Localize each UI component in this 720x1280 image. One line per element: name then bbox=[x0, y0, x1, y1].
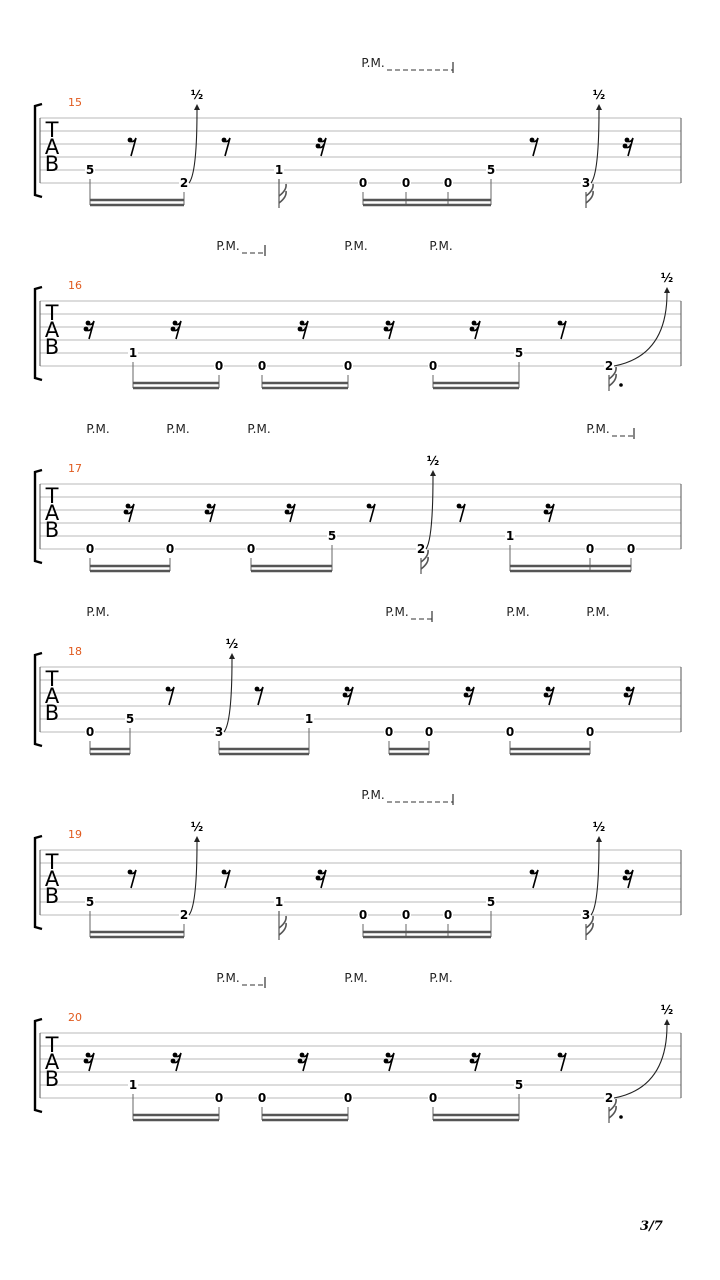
fret-number: 0 bbox=[358, 176, 368, 190]
bend-amount-label: ½ bbox=[592, 88, 606, 102]
sixteenth-rest bbox=[464, 687, 474, 705]
bend-marking bbox=[614, 271, 673, 366]
tab-clef-a: A bbox=[44, 318, 60, 342]
tab-system-17 bbox=[35, 422, 681, 574]
sixteenth-rest bbox=[316, 870, 326, 888]
fret-number: 5 bbox=[486, 895, 496, 909]
sixteenth-rest bbox=[624, 687, 634, 705]
palm-mute-label: P.M. bbox=[216, 971, 240, 985]
fret-number: 0 bbox=[85, 725, 95, 739]
eighth-rest bbox=[255, 687, 263, 705]
sixteenth-rest bbox=[298, 1053, 308, 1071]
fret-number: 0 bbox=[626, 542, 636, 556]
dot bbox=[619, 383, 623, 387]
sixteenth-rest bbox=[470, 321, 480, 339]
bend-amount-label: ½ bbox=[190, 820, 204, 834]
fret-number: 0 bbox=[585, 725, 595, 739]
palm-mute-label: P.M. bbox=[86, 605, 110, 619]
fret-number: 5 bbox=[514, 346, 524, 360]
tab-system-19 bbox=[35, 788, 681, 940]
tab-clef-b: B bbox=[44, 335, 60, 359]
fret-number: 1 bbox=[274, 895, 284, 909]
sixteenth-rest bbox=[285, 504, 295, 522]
fret-number: 2 bbox=[179, 908, 189, 922]
bend-amount-label: ½ bbox=[426, 454, 440, 468]
fret-number: 1 bbox=[128, 1078, 138, 1092]
bend-marking bbox=[614, 1003, 673, 1098]
sixteenth-rest bbox=[384, 321, 394, 339]
fret-number: 1 bbox=[128, 346, 138, 360]
sixteenth-rest bbox=[171, 321, 181, 339]
sixteenth-rest bbox=[124, 504, 134, 522]
measure-number: 15 bbox=[68, 96, 82, 109]
palm-mute-label: P.M. bbox=[506, 605, 530, 619]
measure-number: 19 bbox=[68, 828, 82, 841]
bend-amount-label: ½ bbox=[225, 637, 239, 651]
tab-clef-b: B bbox=[44, 884, 60, 908]
sixteenth-rest bbox=[343, 687, 353, 705]
dot bbox=[619, 1115, 623, 1119]
measure-number: 17 bbox=[68, 462, 82, 475]
tab-system-20 bbox=[35, 971, 681, 1123]
tab-clef-b: B bbox=[44, 1067, 60, 1091]
fret-number: 2 bbox=[179, 176, 189, 190]
bend-marking bbox=[224, 637, 238, 732]
fret-number: 0 bbox=[165, 542, 175, 556]
palm-mute-label: P.M. bbox=[385, 605, 409, 619]
fret-number: 0 bbox=[358, 908, 368, 922]
tab-clef-t: T bbox=[45, 301, 59, 325]
fret-number: 1 bbox=[505, 529, 515, 543]
fret-number: 0 bbox=[401, 908, 411, 922]
bend-marking bbox=[591, 820, 605, 915]
palm-mute-label: P.M. bbox=[166, 422, 190, 436]
bend-amount-label: ½ bbox=[592, 820, 606, 834]
palm-mute-label: P.M. bbox=[586, 422, 610, 436]
measure-number: 16 bbox=[68, 279, 82, 292]
fret-number: 3 bbox=[214, 725, 224, 739]
eighth-rest bbox=[457, 504, 465, 522]
eighth-rest bbox=[367, 504, 375, 522]
fret-number: 0 bbox=[85, 542, 95, 556]
tab-system-15 bbox=[35, 56, 681, 208]
tab-system-18 bbox=[35, 605, 681, 754]
measure-number: 18 bbox=[68, 645, 82, 658]
tab-clef-a: A bbox=[44, 867, 60, 891]
fret-number: 0 bbox=[585, 542, 595, 556]
fret-number: 0 bbox=[384, 725, 394, 739]
eighth-rest bbox=[128, 138, 136, 156]
note-beam-group bbox=[389, 741, 429, 754]
fret-number: 2 bbox=[416, 542, 426, 556]
sixteenth-rest bbox=[298, 321, 308, 339]
fret-number: 0 bbox=[246, 542, 256, 556]
palm-mute-label: P.M. bbox=[361, 788, 385, 802]
eighth-rest bbox=[530, 870, 538, 888]
fret-number: 0 bbox=[214, 1091, 224, 1105]
fret-number: 0 bbox=[428, 1091, 438, 1105]
palm-mute-label: P.M. bbox=[86, 422, 110, 436]
fret-number: 3 bbox=[581, 176, 591, 190]
eighth-rest bbox=[530, 138, 538, 156]
tab-clef-a: A bbox=[44, 501, 60, 525]
sixteenth-rest bbox=[623, 870, 633, 888]
sixteenth-rest bbox=[544, 687, 554, 705]
eighth-rest bbox=[128, 870, 136, 888]
note-beam-group bbox=[510, 741, 590, 754]
fret-number: 5 bbox=[85, 163, 95, 177]
bend-amount-label: ½ bbox=[190, 88, 204, 102]
fret-number: 0 bbox=[401, 176, 411, 190]
eighth-rest bbox=[222, 870, 230, 888]
fret-number: 0 bbox=[257, 1091, 267, 1105]
fret-number: 5 bbox=[125, 712, 135, 726]
tab-clef-t: T bbox=[45, 850, 59, 874]
bend-amount-label: ½ bbox=[660, 271, 674, 285]
fret-number: 2 bbox=[604, 359, 614, 373]
fret-number: 0 bbox=[257, 359, 267, 373]
palm-mute-label: P.M. bbox=[247, 422, 271, 436]
bend-marking bbox=[591, 88, 605, 183]
tab-system-16 bbox=[35, 239, 681, 391]
fret-number: 5 bbox=[327, 529, 337, 543]
sixteenth-rest bbox=[623, 138, 633, 156]
fret-number: 0 bbox=[443, 908, 453, 922]
palm-mute-label: P.M. bbox=[429, 971, 453, 985]
sixteenth-rest bbox=[171, 1053, 181, 1071]
sixteenth-rest bbox=[316, 138, 326, 156]
tab-clef-t: T bbox=[45, 118, 59, 142]
eighth-rest bbox=[222, 138, 230, 156]
sixteenth-rest bbox=[205, 504, 215, 522]
palm-mute-label: P.M. bbox=[429, 239, 453, 253]
fret-number: 0 bbox=[343, 359, 353, 373]
fret-number: 3 bbox=[581, 908, 591, 922]
sixteenth-rest bbox=[84, 321, 94, 339]
eighth-rest bbox=[558, 1053, 566, 1071]
page-number: 3/7 bbox=[640, 1219, 663, 1234]
fret-number: 0 bbox=[214, 359, 224, 373]
palm-mute-label: P.M. bbox=[344, 239, 368, 253]
tab-clef-t: T bbox=[45, 667, 59, 691]
bend-marking bbox=[189, 88, 203, 183]
bend-marking bbox=[189, 820, 203, 915]
eighth-rest bbox=[166, 687, 174, 705]
tab-clef-b: B bbox=[44, 701, 60, 725]
tab-clef-t: T bbox=[45, 484, 59, 508]
palm-mute-label: P.M. bbox=[344, 971, 368, 985]
fret-number: 1 bbox=[304, 712, 314, 726]
sixteenth-rest bbox=[384, 1053, 394, 1071]
measure-number: 20 bbox=[68, 1011, 82, 1024]
tab-clef-a: A bbox=[44, 135, 60, 159]
sixteenth-rest bbox=[544, 504, 554, 522]
fret-number: 5 bbox=[486, 163, 496, 177]
fret-number: 5 bbox=[85, 895, 95, 909]
bend-marking bbox=[426, 454, 439, 549]
sixteenth-rest bbox=[84, 1053, 94, 1071]
fret-number: 0 bbox=[505, 725, 515, 739]
fret-number: 0 bbox=[343, 1091, 353, 1105]
tab-clef-b: B bbox=[44, 518, 60, 542]
tab-clef-a: A bbox=[44, 1050, 60, 1074]
note-beam-group bbox=[262, 375, 348, 388]
palm-mute-label: P.M. bbox=[216, 239, 240, 253]
tab-clef-a: A bbox=[44, 684, 60, 708]
tab-clef-b: B bbox=[44, 152, 60, 176]
note-beam-group bbox=[262, 1107, 348, 1120]
fret-number: 0 bbox=[424, 725, 434, 739]
palm-mute-label: P.M. bbox=[361, 56, 385, 70]
fret-number: 2 bbox=[604, 1091, 614, 1105]
tab-clef-t: T bbox=[45, 1033, 59, 1057]
fret-number: 1 bbox=[274, 163, 284, 177]
note-beam-group bbox=[90, 558, 170, 571]
bend-amount-label: ½ bbox=[660, 1003, 674, 1017]
fret-number: 0 bbox=[428, 359, 438, 373]
fret-number: 5 bbox=[514, 1078, 524, 1092]
fret-number: 0 bbox=[443, 176, 453, 190]
palm-mute-label: P.M. bbox=[586, 605, 610, 619]
eighth-rest bbox=[558, 321, 566, 339]
sixteenth-rest bbox=[470, 1053, 480, 1071]
